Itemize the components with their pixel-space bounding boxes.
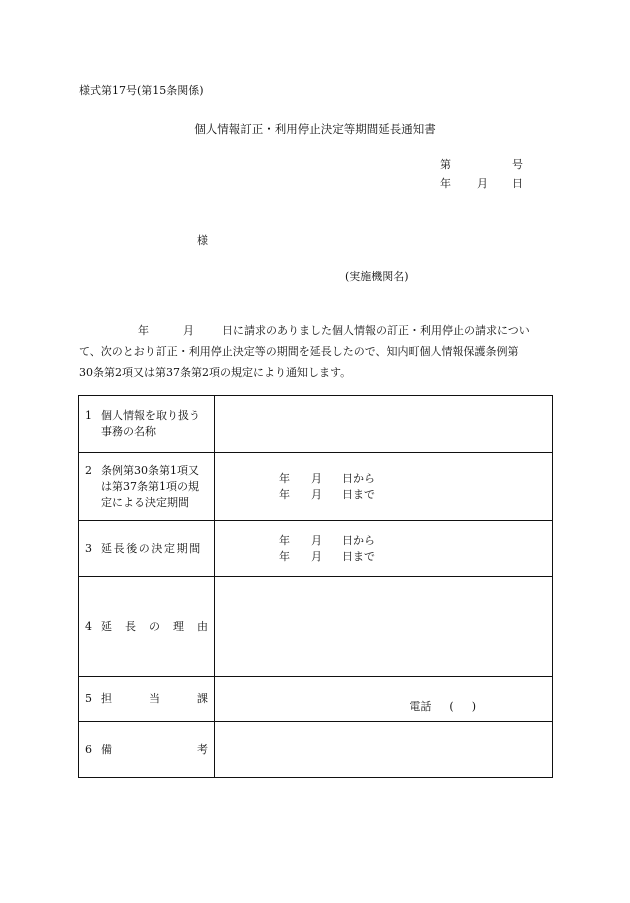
row-label: 担 当 課 <box>101 692 208 705</box>
row-label: 個人情報を取り扱う事務の名称 <box>101 409 200 438</box>
period-to: 年 月 日まで <box>279 549 375 563</box>
table-row <box>79 453 553 521</box>
body-line-1 <box>79 320 553 341</box>
table-row <box>79 722 553 778</box>
row3-label-cell <box>79 521 215 577</box>
addressee-honorific: 様 <box>197 234 208 247</box>
agency-name-placeholder: (実施機関名) <box>345 270 409 283</box>
table-row <box>79 677 553 722</box>
row1-value-cell[interactable] <box>215 396 553 453</box>
row-number: 5 <box>85 692 92 705</box>
row3-value-cell[interactable] <box>215 521 553 577</box>
notice-details-table <box>78 395 553 778</box>
phone-field: 電話 ( ) <box>409 700 476 713</box>
row-number: 4 <box>85 619 92 633</box>
issue-date-year: 年 <box>440 177 451 190</box>
table-row <box>79 396 553 453</box>
body-line-3: 30条第2項又は第37条第2項の規定により通知します。 <box>79 366 352 379</box>
row1-label-cell <box>79 396 215 453</box>
row4-label-cell <box>79 577 215 677</box>
period-from: 年 月 日から <box>279 471 375 485</box>
body-year: 年 <box>138 324 149 337</box>
period-from: 年 月 日から <box>279 533 375 547</box>
row-number: 3 <box>85 541 92 555</box>
row-label: 延 長 の 理 由 <box>101 619 208 633</box>
form-number-label: 様式第17号(第15条関係) <box>79 84 204 97</box>
doc-number-prefix: 第 <box>440 158 451 171</box>
row2-label-cell <box>79 453 215 521</box>
row-number: 1 <box>85 409 92 422</box>
row-label: 備 考 <box>101 742 208 756</box>
row6-value-cell[interactable] <box>215 722 553 778</box>
period-to: 年 月 日まで <box>279 487 375 501</box>
row-label: 延長後の決定期間 <box>101 541 202 555</box>
row-label: 条例第30条第1項又は第37条第1項の規定による決定期間 <box>101 463 199 509</box>
row5-value-cell[interactable] <box>215 677 553 722</box>
body-line-2: て、次のとおり訂正・利用停止決定等の期間を延長したので、知内町個人情報保護条例第 <box>79 345 519 358</box>
document-title: 個人情報訂正・利用停止決定等期間延長通知書 <box>194 122 436 136</box>
body-line1-text: 日に請求のありました個人情報の訂正・利用停止の請求につい <box>222 324 530 337</box>
issue-date-day: 日 <box>512 177 523 190</box>
notice-body <box>79 320 553 383</box>
row-number: 2 <box>85 463 92 477</box>
row4-value-cell[interactable] <box>215 577 553 677</box>
row5-label-cell <box>79 677 215 722</box>
issue-date-month: 月 <box>477 177 488 190</box>
row-number: 6 <box>85 742 92 756</box>
table-row <box>79 521 553 577</box>
table-row <box>79 577 553 677</box>
doc-number-suffix: 号 <box>512 158 523 171</box>
row6-label-cell <box>79 722 215 778</box>
body-month: 月 <box>183 324 194 337</box>
row2-value-cell[interactable] <box>215 453 553 521</box>
